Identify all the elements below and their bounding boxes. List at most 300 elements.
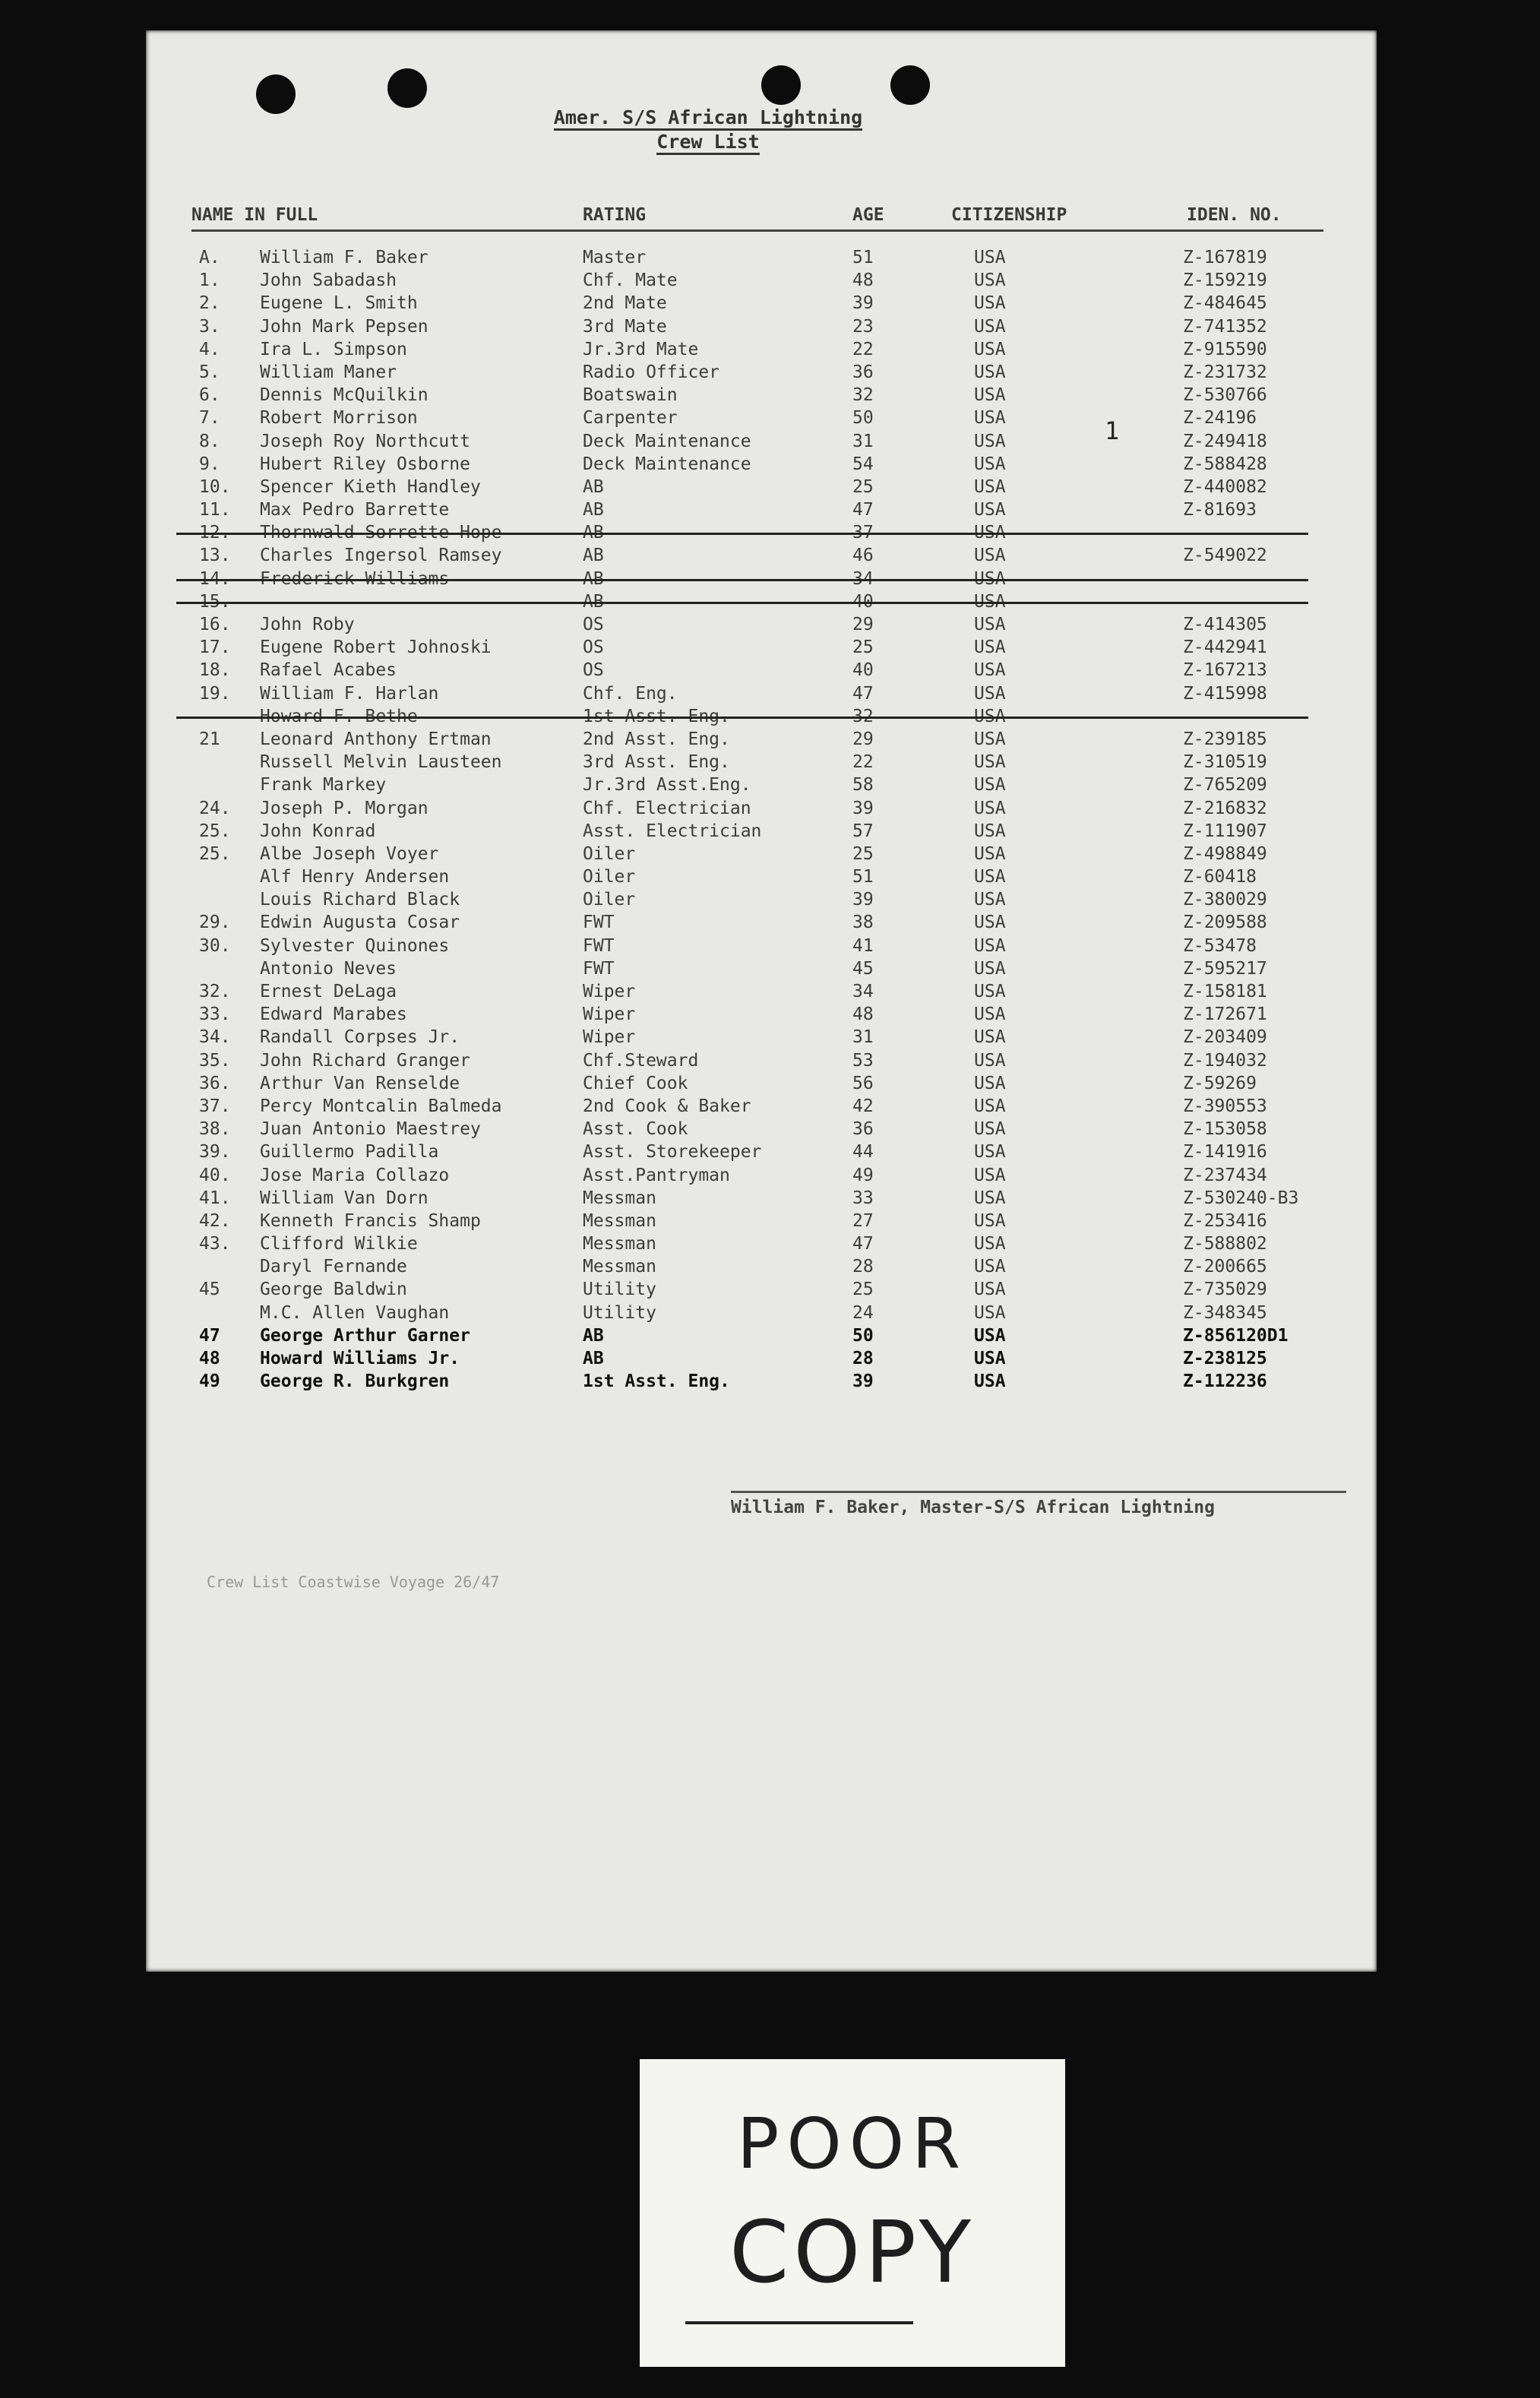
crew-row <box>146 1278 1377 1301</box>
crew-citizenship: USA <box>974 958 1006 979</box>
crew-citizenship: USA <box>974 821 1006 841</box>
crew-name: Dennis McQuilkin <box>260 385 428 406</box>
crew-id: Z-253416 <box>1183 1210 1267 1231</box>
crew-name: M.C. Allen Vaughan <box>260 1302 450 1323</box>
crew-no: 39. <box>199 1142 231 1163</box>
crew-id: Z-81693 <box>1183 500 1257 520</box>
crew-row <box>146 269 1377 292</box>
crew-no: 40. <box>199 1165 231 1185</box>
crew-row <box>146 1026 1377 1049</box>
card-line-2: COPY <box>729 2203 976 2302</box>
crew-row <box>146 1049 1377 1072</box>
crew-citizenship: USA <box>974 1004 1006 1025</box>
crew-citizenship: USA <box>974 775 1006 796</box>
list-subtitle: Crew List <box>518 131 898 153</box>
crew-age: 40 <box>852 591 874 612</box>
crew-id: Z-237434 <box>1183 1165 1267 1185</box>
crew-citizenship: USA <box>974 500 1006 520</box>
crew-rating: Chief Cook <box>583 1073 688 1093</box>
punch-hole <box>761 65 801 105</box>
poor-copy-card <box>640 2059 1065 2367</box>
crew-name: Joseph P. Morgan <box>260 798 428 818</box>
col-citizenship: CITIZENSHIP <box>951 205 1067 225</box>
crew-row <box>146 1095 1377 1118</box>
crew-row <box>146 384 1377 407</box>
crew-citizenship: USA <box>974 935 1006 956</box>
crew-id: Z-24196 <box>1183 408 1257 429</box>
card-line-1: POOR <box>736 2103 969 2184</box>
crew-no: 16. <box>199 615 231 634</box>
crew-rating: Asst. Storekeeper <box>583 1142 762 1163</box>
crew-no: 45 <box>199 1280 220 1300</box>
crew-id: Z-200665 <box>1183 1257 1267 1277</box>
crew-row <box>146 1072 1377 1095</box>
crew-age: 31 <box>852 1027 874 1048</box>
crew-id: Z-216832 <box>1183 798 1267 818</box>
crew-id: Z-194032 <box>1183 1050 1267 1071</box>
crew-name: Louis Richard Black <box>260 890 460 910</box>
crew-rating: Master <box>583 248 647 267</box>
crew-age: 29 <box>852 729 874 749</box>
crew-citizenship: USA <box>974 408 1006 429</box>
crew-no: 1. <box>199 270 220 291</box>
crew-rating: 3rd Asst. Eng. <box>583 752 730 773</box>
crew-citizenship: USA <box>974 1188 1006 1208</box>
crew-row <box>146 1347 1377 1370</box>
crew-rating: AB <box>583 476 604 497</box>
crew-rating: AB <box>583 1349 604 1368</box>
crew-name: Joseph Roy Northcutt <box>260 431 470 451</box>
crew-rating: AB <box>583 546 604 566</box>
crew-age: 36 <box>852 362 874 382</box>
crew-age: 24 <box>852 1302 874 1323</box>
crew-age: 34 <box>852 568 874 589</box>
crew-no: 25. <box>199 843 231 864</box>
crew-citizenship: USA <box>974 752 1006 773</box>
crew-age: 44 <box>852 1142 874 1163</box>
col-name: NAME IN FULL <box>191 205 318 225</box>
crew-citizenship: USA <box>974 1325 1006 1346</box>
crew-name: Frederick Williams <box>260 568 450 589</box>
crew-id: Z-53478 <box>1183 935 1257 956</box>
crew-citizenship: USA <box>974 1119 1006 1140</box>
crew-no: 21 <box>199 729 220 749</box>
crew-id: Z-59269 <box>1183 1073 1257 1093</box>
crew-row <box>146 498 1377 521</box>
crew-age: 38 <box>852 913 874 933</box>
crew-no: 17. <box>199 637 231 658</box>
crew-rating: Chf.Steward <box>583 1050 699 1071</box>
crew-citizenship: USA <box>974 568 1006 589</box>
crew-age: 31 <box>852 431 874 451</box>
crew-row <box>146 544 1377 567</box>
crew-rating: OS <box>583 637 604 658</box>
crew-row <box>146 1255 1377 1278</box>
crew-row <box>146 911 1377 934</box>
col-id: IDEN. NO. <box>1187 205 1282 225</box>
crew-name: William Maner <box>260 362 397 382</box>
crew-age: 29 <box>852 615 874 634</box>
crew-citizenship: USA <box>974 660 1006 681</box>
crew-name: John Roby <box>260 615 355 634</box>
crew-id: Z-112236 <box>1183 1371 1267 1392</box>
crew-name: Hubert Riley Osborne <box>260 454 470 474</box>
crew-no: 30. <box>199 935 231 956</box>
crew-citizenship: USA <box>974 1257 1006 1277</box>
crew-rating: Chf. Electrician <box>583 798 751 818</box>
crew-name: John Konrad <box>260 821 376 841</box>
crew-citizenship: USA <box>974 1371 1006 1392</box>
crew-row <box>146 820 1377 843</box>
crew-rating: 2nd Cook & Baker <box>583 1096 751 1116</box>
crew-id: Z-141916 <box>1183 1142 1267 1163</box>
crew-rating: Oiler <box>583 843 636 864</box>
crew-id: Z-239185 <box>1183 729 1267 749</box>
crew-row <box>146 338 1377 361</box>
crew-id: Z-60418 <box>1183 867 1257 887</box>
crew-name: Leonard Anthony Ertman <box>260 729 492 749</box>
crew-row <box>146 682 1377 705</box>
crew-no: 12. <box>199 523 231 543</box>
crew-age: 39 <box>852 798 874 818</box>
crew-name: George R. Burkgren <box>260 1371 450 1392</box>
crew-id: Z-167819 <box>1183 248 1267 267</box>
crew-age: 48 <box>852 270 874 291</box>
crew-age: 58 <box>852 775 874 796</box>
crew-age: 54 <box>852 454 874 474</box>
crew-id: Z-588802 <box>1183 1234 1267 1254</box>
crew-age: 40 <box>852 660 874 681</box>
crew-no: 6. <box>199 385 220 406</box>
crew-citizenship: USA <box>974 683 1006 704</box>
crew-citizenship: USA <box>974 1073 1006 1093</box>
crew-id: Z-595217 <box>1183 958 1267 979</box>
crew-rating: AB <box>583 1325 604 1346</box>
crew-rating: 1st Asst. Eng. <box>583 1371 730 1392</box>
crew-row <box>146 407 1377 429</box>
crew-rating: Messman <box>583 1257 656 1277</box>
crew-id: Z-741352 <box>1183 316 1267 337</box>
crew-citizenship: USA <box>974 591 1006 612</box>
crew-age: 57 <box>852 821 874 841</box>
punch-hole <box>387 68 427 108</box>
crew-age: 36 <box>852 1119 874 1140</box>
crew-name: George Baldwin <box>260 1280 407 1300</box>
crew-name: Charles Ingersol Ramsey <box>260 546 502 566</box>
crew-name: William F. Harlan <box>260 683 439 704</box>
crew-citizenship: USA <box>974 706 1006 726</box>
crew-rating: Asst. Electrician <box>583 821 762 841</box>
crew-row <box>146 935 1377 957</box>
crew-id: Z-414305 <box>1183 615 1267 634</box>
crew-row <box>146 1370 1377 1393</box>
crew-citizenship: USA <box>974 1027 1006 1048</box>
crew-age: 41 <box>852 935 874 956</box>
crew-id: Z-765209 <box>1183 775 1267 796</box>
crew-citizenship: USA <box>974 615 1006 634</box>
crew-age: 25 <box>852 843 874 864</box>
crew-id: Z-498849 <box>1183 843 1267 864</box>
crew-citizenship: USA <box>974 1302 1006 1323</box>
crew-citizenship: USA <box>974 385 1006 406</box>
crew-row <box>146 888 1377 911</box>
crew-row <box>146 430 1377 453</box>
crew-row <box>146 957 1377 980</box>
crew-age: 39 <box>852 1371 874 1392</box>
crew-name: Robert Morrison <box>260 408 418 429</box>
crew-rating: AB <box>583 591 604 612</box>
crew-name: Edward Marabes <box>260 1004 407 1025</box>
crew-no: 14. <box>199 568 231 589</box>
crew-name: John Richard Granger <box>260 1050 470 1071</box>
crew-name: Juan Antonio Maestrey <box>260 1119 481 1140</box>
crew-id: Z-249418 <box>1183 431 1267 451</box>
crew-name: John Sabadash <box>260 270 397 291</box>
crew-rating: Oiler <box>583 867 636 887</box>
crew-row <box>146 521 1377 544</box>
ship-title: Amer. S/S African Lightning <box>518 106 898 128</box>
crew-name: William Van Dorn <box>260 1188 428 1208</box>
crew-rating: FWT <box>583 958 615 979</box>
crew-age: 28 <box>852 1257 874 1277</box>
crew-citizenship: USA <box>974 1280 1006 1300</box>
crew-row <box>146 751 1377 773</box>
crew-no: 41. <box>199 1188 231 1208</box>
crew-age: 50 <box>852 1325 874 1346</box>
crew-no: 42. <box>199 1210 231 1231</box>
punch-hole <box>890 65 930 105</box>
crew-citizenship: USA <box>974 1210 1006 1231</box>
crew-rating: Oiler <box>583 890 636 910</box>
crew-row <box>146 568 1377 590</box>
crew-age: 47 <box>852 683 874 704</box>
crew-row <box>146 1118 1377 1140</box>
card-underline <box>685 2321 913 2324</box>
crew-name: Thornwald Sorrette Hope <box>260 523 502 543</box>
crew-row <box>146 361 1377 384</box>
crew-no: 34. <box>199 1027 231 1048</box>
crew-name: Clifford Wilkie <box>260 1234 418 1254</box>
crew-id: Z-415998 <box>1183 683 1267 704</box>
crew-no: 24. <box>199 798 231 818</box>
crew-rating: Asst.Pantryman <box>583 1165 730 1185</box>
crew-rating: Wiper <box>583 1004 636 1025</box>
crew-rating: Chf. Eng. <box>583 683 678 704</box>
crew-row <box>146 1164 1377 1187</box>
col-rating: RATING <box>583 205 647 225</box>
crew-name: Daryl Fernande <box>260 1257 407 1277</box>
crew-rating: 3rd Mate <box>583 316 667 337</box>
crew-table <box>146 246 1377 1393</box>
crew-id: Z-348345 <box>1183 1302 1267 1323</box>
crew-citizenship: USA <box>974 843 1006 864</box>
crew-citizenship: USA <box>974 1142 1006 1163</box>
footer-note: Crew List Coastwise Voyage 26/47 <box>207 1573 500 1591</box>
crew-no: 49 <box>199 1371 220 1392</box>
crew-id: Z-158181 <box>1183 982 1267 1001</box>
crew-age: 45 <box>852 958 874 979</box>
crew-name: Ira L. Simpson <box>260 339 407 359</box>
crew-name: Albe Joseph Voyer <box>260 843 439 864</box>
crew-citizenship: USA <box>974 982 1006 1001</box>
crew-citizenship: USA <box>974 270 1006 291</box>
crew-rating: Jr.3rd Mate <box>583 339 699 359</box>
crew-name: Antonio Neves <box>260 958 397 979</box>
crew-id: Z-238125 <box>1183 1349 1267 1368</box>
crew-name: William F. Baker <box>260 248 428 267</box>
crew-no: A. <box>199 248 220 267</box>
crew-rating: OS <box>583 615 604 634</box>
crew-rating: Messman <box>583 1188 656 1208</box>
crew-rating: Messman <box>583 1234 656 1254</box>
crew-no: 15. <box>199 591 231 612</box>
crew-row <box>146 1232 1377 1255</box>
crew-name: Arthur Van Renselde <box>260 1073 460 1093</box>
crew-citizenship: USA <box>974 316 1006 337</box>
column-headers <box>191 204 1323 232</box>
crew-id: Z-209588 <box>1183 913 1267 933</box>
crew-row <box>146 1187 1377 1210</box>
crew-no: 10. <box>199 476 231 497</box>
crew-name: Kenneth Francis Shamp <box>260 1210 481 1231</box>
crew-row <box>146 453 1377 476</box>
crew-rating: Wiper <box>583 982 636 1001</box>
crew-row <box>146 1140 1377 1163</box>
crew-age: 33 <box>852 1188 874 1208</box>
crew-rating: 2nd Mate <box>583 293 667 314</box>
crew-rating: FWT <box>583 913 615 933</box>
crew-rating: 2nd Asst. Eng. <box>583 729 730 749</box>
crew-id: Z-588428 <box>1183 454 1267 474</box>
crew-name: Howard F. Bethe <box>260 706 418 726</box>
crew-age: 37 <box>852 523 874 543</box>
crew-no: 2. <box>199 293 220 314</box>
crew-rating: Radio Officer <box>583 362 720 382</box>
crew-no: 43. <box>199 1234 231 1254</box>
crew-age: 48 <box>852 1004 874 1025</box>
crew-age: 23 <box>852 316 874 337</box>
crew-age: 25 <box>852 1280 874 1300</box>
crew-rating: Utility <box>583 1302 656 1323</box>
crew-age: 27 <box>852 1210 874 1231</box>
crew-no: 38. <box>199 1119 231 1140</box>
crew-id: Z-530240-B3 <box>1183 1188 1299 1208</box>
crew-name: Percy Montcalin Balmeda <box>260 1096 502 1116</box>
crew-no: 32. <box>199 982 231 1001</box>
crew-age: 34 <box>852 982 874 1001</box>
crew-age: 22 <box>852 752 874 773</box>
crew-age: 25 <box>852 476 874 497</box>
crew-age: 51 <box>852 867 874 887</box>
crew-no: 37. <box>199 1096 231 1116</box>
crew-citizenship: USA <box>974 362 1006 382</box>
crew-citizenship: USA <box>974 523 1006 543</box>
crew-id: Z-484645 <box>1183 293 1267 314</box>
crew-name: Frank Markey <box>260 775 387 796</box>
crew-id: Z-203409 <box>1183 1027 1267 1048</box>
crew-age: 39 <box>852 890 874 910</box>
crew-id: Z-735029 <box>1183 1280 1267 1300</box>
crew-row <box>146 246 1377 269</box>
crew-rating: Jr.3rd Asst.Eng. <box>583 775 751 796</box>
crew-rating: AB <box>583 523 604 543</box>
crew-no: 8. <box>199 431 220 451</box>
crew-no: 19. <box>199 683 231 704</box>
crew-row <box>146 1003 1377 1026</box>
crew-citizenship: USA <box>974 637 1006 658</box>
crew-no: 25. <box>199 821 231 841</box>
crew-rating: Chf. Mate <box>583 270 678 291</box>
crew-name: Eugene L. Smith <box>260 293 418 314</box>
crew-row <box>146 1210 1377 1232</box>
crew-id: Z-310519 <box>1183 752 1267 773</box>
crew-rating: FWT <box>583 935 615 956</box>
crew-no: 7. <box>199 408 220 429</box>
crew-name: Jose Maria Collazo <box>260 1165 450 1185</box>
crew-rating: Deck Maintenance <box>583 431 751 451</box>
crew-row <box>146 636 1377 659</box>
crew-citizenship: USA <box>974 476 1006 497</box>
crew-age: 56 <box>852 1073 874 1093</box>
crew-id: Z-380029 <box>1183 890 1267 910</box>
crew-no: 3. <box>199 316 220 337</box>
crew-row <box>146 315 1377 338</box>
crew-name: Max Pedro Barrette <box>260 500 450 520</box>
crew-row <box>146 476 1377 498</box>
crew-no: 36. <box>199 1073 231 1093</box>
crew-row <box>146 292 1377 315</box>
crew-row <box>146 728 1377 751</box>
crew-name: John Mark Pepsen <box>260 316 428 337</box>
crew-no: 33. <box>199 1004 231 1025</box>
crew-row <box>146 1324 1377 1347</box>
crew-id: Z-530766 <box>1183 385 1267 406</box>
crew-no: 11. <box>199 500 231 520</box>
crew-rating: Boatswain <box>583 385 678 406</box>
crew-name: Sylvester Quinones <box>260 935 450 956</box>
crew-rating: Asst. Cook <box>583 1119 688 1140</box>
crew-age: 42 <box>852 1096 874 1116</box>
crew-row <box>146 980 1377 1003</box>
crew-citizenship: USA <box>974 1234 1006 1254</box>
crew-row <box>146 843 1377 865</box>
crew-citizenship: USA <box>974 339 1006 359</box>
crew-no: 9. <box>199 454 220 474</box>
crew-age: 47 <box>852 1234 874 1254</box>
crew-rating: Wiper <box>583 1027 636 1048</box>
crew-id: Z-856120D1 <box>1183 1325 1289 1346</box>
crew-age: 47 <box>852 500 874 520</box>
punch-hole <box>256 74 296 114</box>
crew-age: 53 <box>852 1050 874 1071</box>
crew-age: 49 <box>852 1165 874 1185</box>
crew-citizenship: USA <box>974 546 1006 566</box>
crew-no: 5. <box>199 362 220 382</box>
crew-citizenship: USA <box>974 729 1006 749</box>
crew-row <box>146 1302 1377 1324</box>
crew-rating: Carpenter <box>583 408 678 429</box>
crew-id: Z-440082 <box>1183 476 1267 497</box>
crew-name: Rafael Acabes <box>260 660 397 681</box>
crew-name: Ernest DeLaga <box>260 982 397 1001</box>
crew-id: Z-231732 <box>1183 362 1267 382</box>
crew-id: Z-390553 <box>1183 1096 1267 1116</box>
crew-no: 4. <box>199 339 220 359</box>
crew-age: 32 <box>852 385 874 406</box>
crew-name: George Arthur Garner <box>260 1325 470 1346</box>
crew-row <box>146 865 1377 888</box>
crew-name: Alf Henry Andersen <box>260 867 450 887</box>
